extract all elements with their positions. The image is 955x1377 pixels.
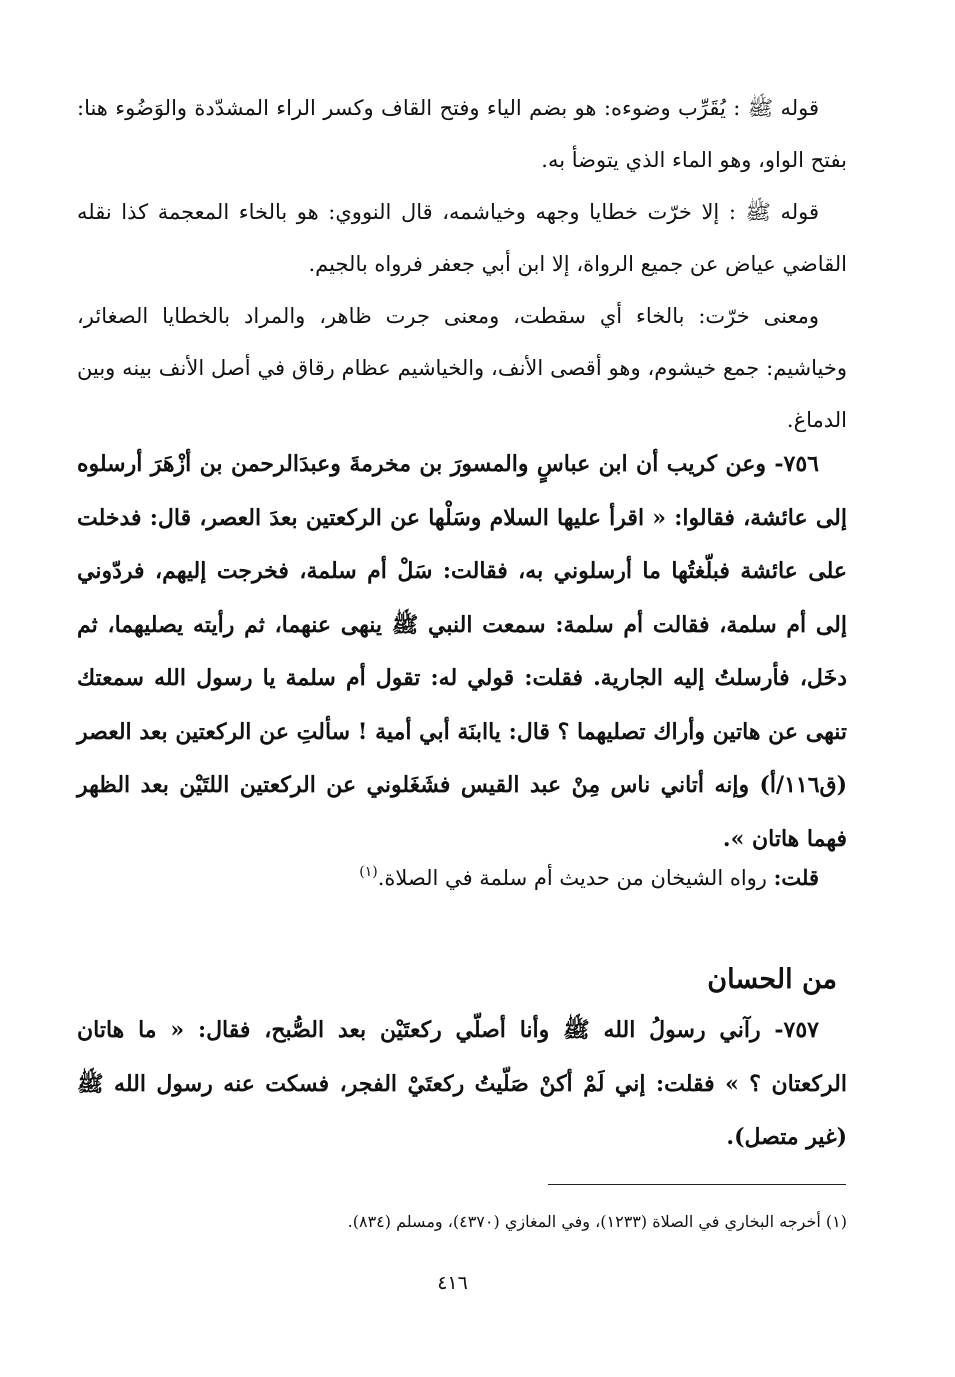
paragraph-text: قوله ﷺ : يُقَرِّب وضوءه: هو بضم الياء وفتح القاف وكسر الراء المشدّدة والوَضُوء هنا: بفتح الواو، وهو الماء الذي يتوضأ به. [77, 96, 847, 172]
footnote-separator [548, 1184, 846, 1185]
footnote-reference[interactable]: (١) [359, 864, 378, 880]
paragraph-text: رواه الشيخان من حديث أم سلمة في الصلاة. [377, 866, 774, 890]
section-heading: من الحسان [707, 964, 837, 995]
paragraph-commentary-wudu [77, 82, 847, 186]
page-number: ٤١٦ [437, 1272, 468, 1294]
qultu-label: قلت: [773, 865, 819, 890]
footnote: (١) أخرجه البخاري في الصلاة (١٢٣٣)، وفي المغازي (٤٣٧٠)، ومسلم (٨٣٤). [347, 1212, 847, 1231]
hadith-text: ٧٥٧- رآني رسولُ الله ﷺ وأنا أصلّي ركعتَيْن بعد الصُّبح، فقال: « ما هاتان الركعتان ؟ » فقلت: إني لَمْ أكنْ صَلّيتُ ركعتَيْ الفجر، فسكت عنه رسول الله ﷺ (غير متصل). [77, 1017, 847, 1150]
paragraph-takhrij [77, 846, 847, 904]
hadith-756 [77, 438, 847, 866]
paragraph-text: ومعنى خرّت: بالخاء أي سقطت، ومعنى جرت ظاهر، والمراد بالخطايا الصغائر، وخياشيم: جمع خيشوم، وهو أقصى الأنف، والخياشيم عظام رقاق في أصل الأنف بينه وبين الدماغ. [77, 304, 847, 432]
paragraph-commentary-nawawi [77, 186, 847, 290]
paragraph-commentary-khayashim [77, 290, 847, 446]
paragraph-text: قوله ﷺ : إلا خرّت خطايا وجهه وخياشمه، قال النووي: هو بالخاء المعجمة كذا نقله القاضي عياض عن جميع الرواة، إلا ابن أبي جعفر فرواه بالجيم. [77, 200, 847, 276]
hadith-757 [77, 1004, 847, 1165]
hadith-text: ٧٥٦- وعن كريب أن ابن عباسٍ والمسورَ بن مخرمةَ وعبدَالرحمن بن أزْهَرَ أرسلوه إلى عائشة، فقالوا: « اقرأ عليها السلام وسَلْها عن الركعتين بعدَ العصر، قال: فدخلت على عائشة فبلّغتُها ما أرسلوني به، فقالت: سَلْ أم سلمة، فخرجت إليهم، فردّوني إلى أم سلمة، فقالت أم سلمة: سمعت النبي ﷺ ينهى عنهما، ثم رأيته يصليهما، ثم دخَل، فأرسلتُ إليه الجارية. فقلت: قولي له: تقول أم سلمة يا رسول الله سمعتك تنهى عن هاتين وأراك تصليهما ؟ قال: ياابنَة أبي أمية ! سألتِ عن الركعتين بعد العصر (ق١١٦/أ) وإنه أتاني ناس مِنْ عبد القيس فشَغَلوني عن الركعتين اللتَيْن بعد الظهر فهما هاتان ». [77, 451, 847, 852]
